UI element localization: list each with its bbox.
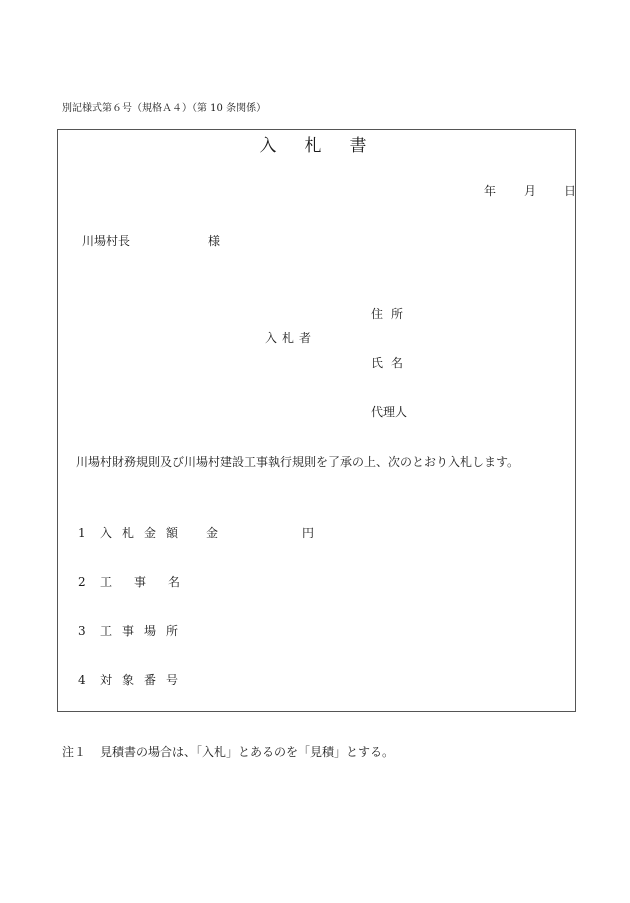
date-month-label: 月 <box>524 184 537 198</box>
footnote <box>62 743 394 760</box>
item-bid-amount <box>78 524 314 541</box>
agent-label: 代理人 <box>371 405 408 419</box>
bid-statement: 川場村財務規則及び川場村建設工事執行規則を了承の上、次のとおり入札します。 <box>76 455 520 469</box>
item-work-name <box>78 573 203 590</box>
footnote-text: 見積書の場合は、「入札」とあるのを「見積」とする。 <box>100 745 395 759</box>
name-label: 氏名 <box>371 356 412 370</box>
date-row <box>484 182 576 199</box>
item-label: 入札金額 <box>100 526 189 540</box>
amount-prefix: 金 <box>206 526 219 540</box>
form-reference: 別記様式第６号（規格Ａ４）（第 10 条関係） <box>62 103 267 114</box>
addressee-name: 川場村長 <box>82 234 131 248</box>
document-title: 入札書 <box>259 136 395 156</box>
item-label: 工事名 <box>100 575 203 589</box>
item-number: 3 <box>78 624 86 638</box>
bidder-label: 入札者 <box>265 331 317 345</box>
date-year-label: 年 <box>484 184 497 198</box>
item-number: 2 <box>78 575 86 589</box>
address-label: 住所 <box>371 307 412 321</box>
amount-suffix: 円 <box>302 526 315 540</box>
date-day-label: 日 <box>564 184 577 198</box>
item-label: 対象番号 <box>100 673 189 687</box>
item-number: 1 <box>78 526 86 540</box>
item-number: 4 <box>78 673 86 687</box>
addressee <box>82 232 220 249</box>
item-label: 工事場所 <box>100 624 189 638</box>
item-target-number <box>78 671 192 688</box>
footnote-number: 注１ <box>62 745 87 759</box>
addressee-honorific: 様 <box>208 234 221 248</box>
item-work-location <box>78 622 192 639</box>
